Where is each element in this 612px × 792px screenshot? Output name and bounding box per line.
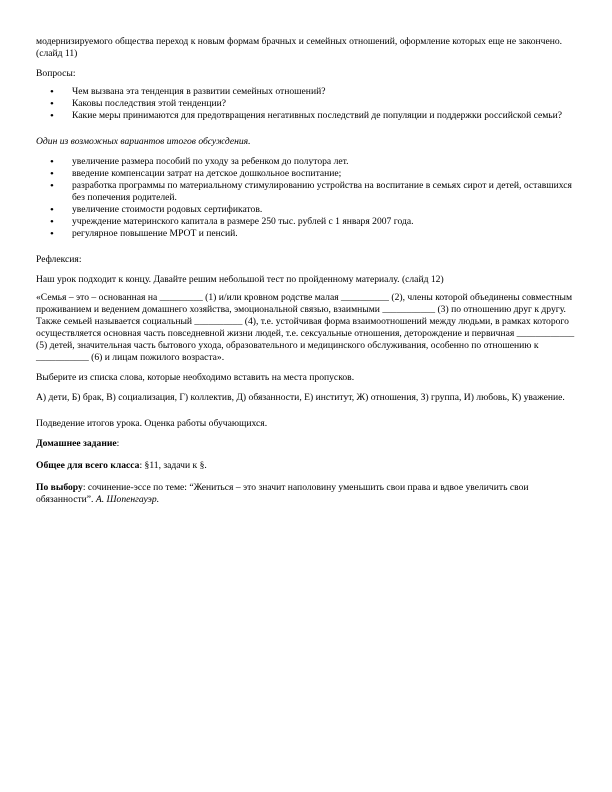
reflection-heading: Рефлексия: <box>36 254 82 265</box>
list-item: • учреждение материнского капитала в размере 250 тыс. рублей с 1 января 2007 года. <box>36 216 576 228</box>
questions-list <box>36 86 576 122</box>
homework-colon: : <box>116 438 120 449</box>
homework-label: Домашнее задание <box>36 438 117 449</box>
results-list <box>36 156 576 240</box>
list-item: • Каковы последствия этой тенденции? <box>36 98 576 110</box>
test-instruction: Выберите из списка слова, которые необходимо вставить на места пропусков. <box>36 372 355 383</box>
intro-paragraph: модернизируемого общества переход к новым формам брачных и семейных отношений, оформление которых еще не закончено. (слайд 11) <box>36 36 563 59</box>
homework-choice <box>36 482 576 506</box>
test-paragraph: «Семья – это – основанная на _________ (1) и/или кровном родстве малая __________ (2), члены которой объединены совместным проживанием и ведением домашнего хозяйства, эмоциональной связью, взаимными ___________ (3) по отношению друг к другу. Также семьей называется социальный __________ (4), т.е. устойчивая форма взаимоотношений между людьми, в рамках которого осуществляется основная часть повседневной жизни людей, т.е. сексуальные отношения, деторождение и первичная ____________ (5) детей, значительная часть бытового ухода, образовательного и медицинского обслуживания, особенно по отношению к ___________ (6) и лицам пожилого возраста». <box>36 292 575 363</box>
homework-choice-label: По выбору <box>36 482 83 493</box>
homework-common <box>36 460 576 472</box>
list-item: • Какие меры принимаются для предотвращения негативных последствий де популяции и поддержки российской семьи? <box>36 110 576 122</box>
list-item: • увеличение размера пособий по уходу за ребенком до полутора лет. <box>36 156 576 168</box>
summary-paragraph: Подведение итогов урока. Оценка работы обучающихся. <box>36 418 268 429</box>
homework-common-text: : §11, задачи к §. <box>139 460 207 471</box>
homework-heading <box>36 438 576 450</box>
homework-choice-text: : сочинение-эссе по теме: “Жениться – это значит наполовину уменьшить свои права и вдвое увеличить свои обязанности”. <box>36 482 529 505</box>
homework-choice-author: А. Шопенгауэр. <box>95 494 160 505</box>
homework-common-label: Общее для всего класса <box>36 460 140 471</box>
list-item: • введение компенсации затрат на детское дошкольное воспитание; <box>36 168 576 180</box>
list-item: • Чем вызвана эта тенденция в развитии семейных отношений? <box>36 86 576 98</box>
results-heading: Один из возможных вариантов итогов обсуждения. <box>36 136 251 147</box>
list-item: • разработка программы по материальному стимулированию устройства на воспитание в семьях сирот и детей, оставшихся без попечения родителей. <box>36 180 576 204</box>
list-item: • регулярное повышение МРОТ и пенсий. <box>36 228 576 240</box>
reflection-lead: Наш урок подходит к концу. Давайте решим небольшой тест по пройденному материалу. (слайд 12) <box>36 274 444 285</box>
test-options: А) дети, Б) брак, В) социализация, Г) коллектив, Д) обязанности, Е) институт, Ж) отношения, З) группа, И) любовь, К) уважение. <box>36 392 565 403</box>
document-body <box>36 36 576 506</box>
questions-heading: Вопросы: <box>36 68 76 79</box>
list-item: • увеличение стоимости родовых сертификатов. <box>36 204 576 216</box>
